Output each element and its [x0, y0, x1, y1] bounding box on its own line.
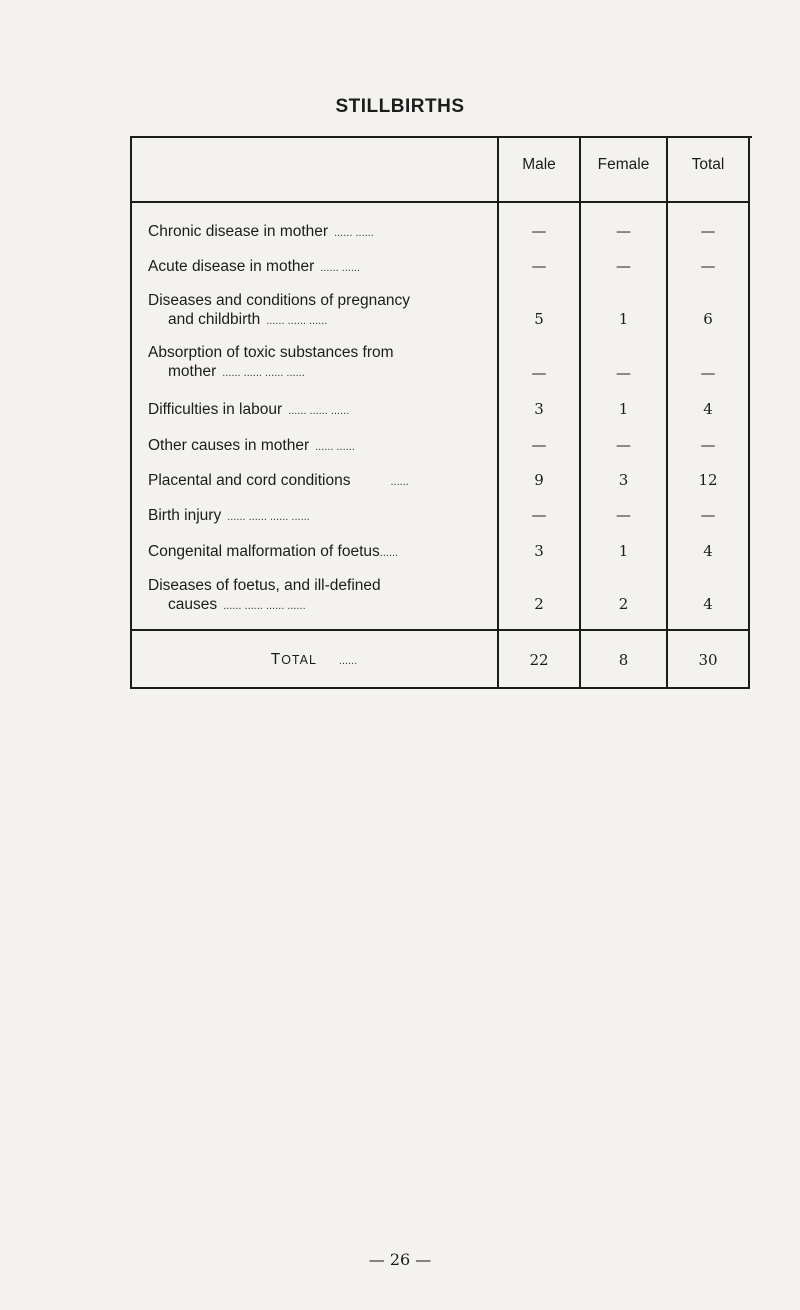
table-cell-female: —: [616, 364, 631, 382]
table-cell-male: —: [531, 364, 547, 382]
table-row-label: Placental and cord conditions ......: [148, 472, 409, 489]
table-cell-male: 9: [534, 471, 544, 489]
table-cell-male: 3: [534, 400, 544, 418]
table-row-label: Other causes in mother ...... ......: [148, 437, 355, 454]
table-row-label: Difficulties in labour ...... ...... ......: [148, 401, 350, 418]
table-cell-female: —: [616, 436, 631, 454]
table-cell-male: —: [531, 506, 547, 524]
table-cell-total: 6: [703, 310, 713, 328]
table-cell-female: 1: [618, 542, 629, 560]
table-row-label: Diseases of foetus, and ill-defined causes ...... ...... ...... ......: [148, 577, 381, 613]
table-cell-male: —: [531, 257, 547, 275]
table-cell-female: 1: [618, 310, 629, 328]
table-cell-total: —: [700, 222, 716, 240]
table-cell-total: —: [700, 506, 716, 524]
total-top-rule: [130, 629, 750, 631]
table-left-rule: [130, 136, 132, 689]
table-cell-male: 2: [534, 595, 544, 613]
table-cell-total: 12: [698, 471, 718, 489]
table-cell-male: 3: [534, 542, 544, 560]
table-cell-female: —: [616, 257, 631, 275]
table-row-label: Acute disease in mother ...... ......: [148, 258, 361, 275]
header-bottom-rule: [130, 201, 750, 203]
table-row-label: Absorption of toxic substances from mother ...... ...... ...... ......: [148, 344, 394, 380]
table-cell-total: —: [700, 257, 716, 275]
page-title: STILLBIRTHS: [335, 96, 465, 117]
table-row-label: Congenital malformation of foetus......: [148, 543, 399, 560]
total-cell-female: 8: [618, 651, 629, 669]
total-row-label: TOTAL ......: [270, 651, 358, 668]
table-cell-female: —: [616, 222, 631, 240]
table-top-rule: [130, 136, 752, 138]
table-cell-total: 4: [703, 542, 713, 560]
column-header-total: Total: [691, 156, 725, 173]
total-cell-male: 22: [529, 651, 549, 669]
table-cell-female: 1: [618, 400, 629, 418]
table-cell-female: 2: [618, 595, 629, 613]
table-cell-female: 3: [618, 471, 629, 489]
table-row-label: Diseases and conditions of pregnancy and childbirth ...... ...... ......: [148, 292, 410, 328]
table-cell-total: 4: [703, 595, 713, 613]
column-header-male: Male: [522, 156, 556, 173]
table-cell-total: —: [700, 436, 716, 454]
table-cell-male: —: [531, 222, 547, 240]
column-header-female: Female: [597, 156, 650, 173]
table-bottom-rule: [130, 687, 750, 689]
table-cell-total: —: [700, 364, 716, 382]
table-cell-male: —: [531, 436, 547, 454]
table-row-label: Chronic disease in mother ...... ......: [148, 223, 374, 240]
total-cell-total: 30: [698, 651, 718, 669]
table-cell-male: 5: [534, 310, 544, 328]
table-cell-female: —: [616, 506, 631, 524]
page-number: — 26 —: [368, 1250, 432, 1269]
table-row-label: Birth injury ...... ...... ...... ......: [148, 507, 310, 524]
table-cell-total: 4: [703, 400, 713, 418]
